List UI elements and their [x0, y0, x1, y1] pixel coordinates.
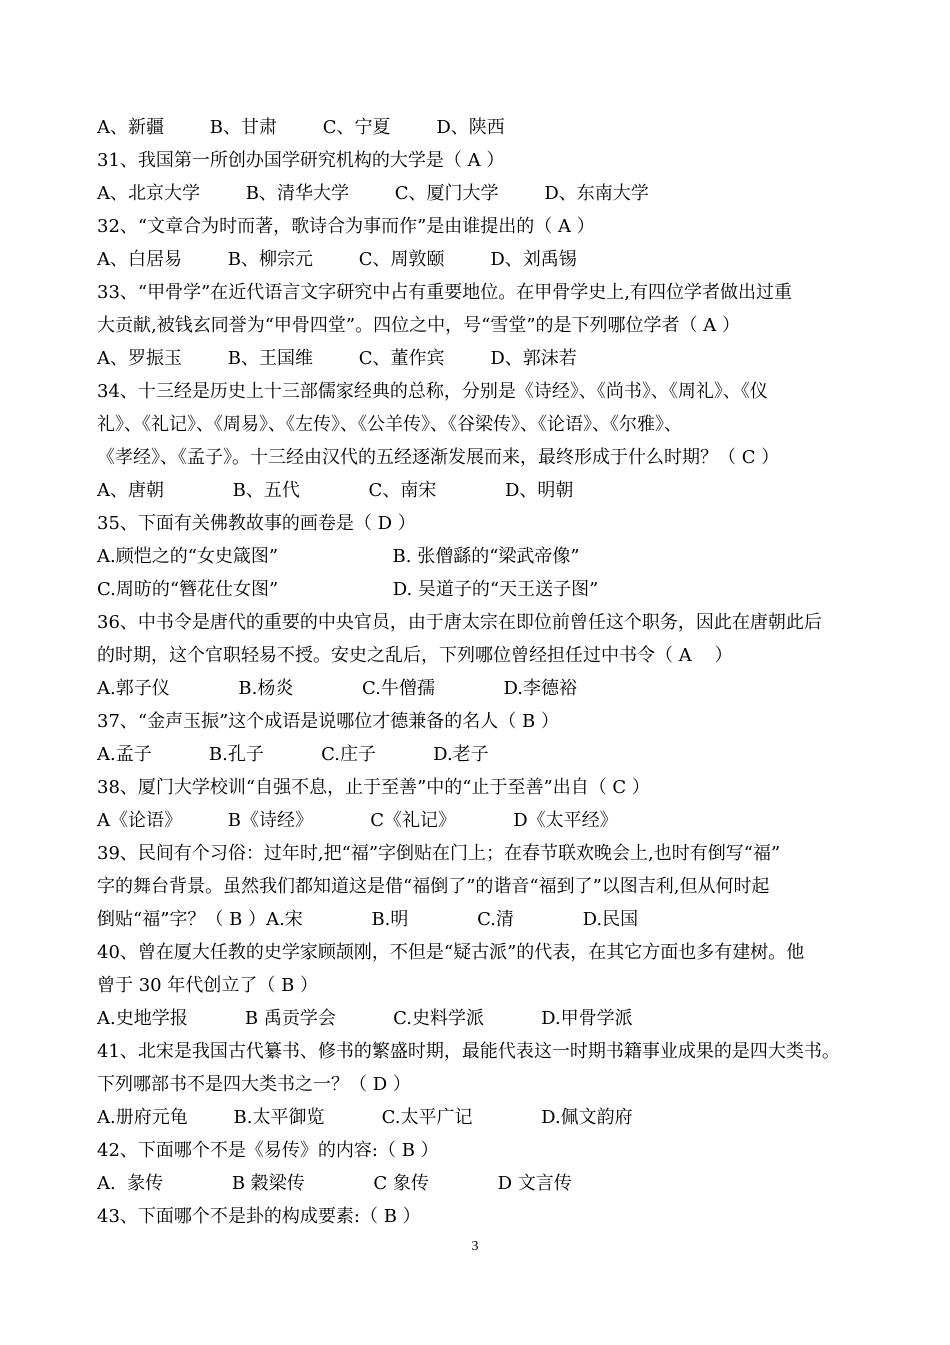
- question-33: 33、“甲骨学”在近代语言文字研究中占有重要地位。在甲骨学史上,有四位学者做出过重: [97, 282, 793, 303]
- text-line: A.册府元龟 B.太平御览 C.太平广记 D.佩文韵府: [97, 1107, 633, 1128]
- text-line: A、罗振玉 B、王国维 C、董作宾 D、郭沫若: [97, 348, 577, 369]
- text-line: 大贡献,被钱玄同誉为“甲骨四堂”。四位之中，号“雪堂”的是下列哪位学者（ A ）: [97, 315, 740, 336]
- question-40: 40、曾在厦大任教的史学家顾颉刚，不但是“疑古派”的代表，在其它方面也多有建树。他: [97, 942, 805, 963]
- text-line: 《孝经》、《孟子》。十三经由汉代的五经逐渐发展而来，最终形成于什么时期？（ C ）: [97, 447, 780, 468]
- text-line: A《论语》 B《诗经》 C《礼记》 D《太平经》: [97, 810, 618, 831]
- question-36: 36、中书令是唐代的重要的中央官员，由于唐太宗在即位前曾任这个职务，因此在唐朝此后: [97, 612, 822, 633]
- text-line: A. 彖传 B 穀梁传 C 象传 D 文言传: [97, 1173, 572, 1194]
- question-34: 34、十三经是历史上十三部儒家经典的总称，分别是《诗经》、《尚书》、《周礼》、《仪: [97, 381, 768, 402]
- question-31: 31、我国第一所创办国学研究机构的大学是（ A ）: [97, 150, 505, 171]
- question-41: 41、北宋是我国古代纂书、修书的繁盛时期，最能代表这一时期书籍事业成果的是四大类书。: [97, 1041, 840, 1062]
- question-32: 32、“文章合为时而著，歌诗合为事而作”是由谁提出的（ A ）: [97, 216, 595, 237]
- text-line: 曾于 30 年代创立了（ B ）: [97, 975, 319, 996]
- text-line: A.史地学报 B 禹贡学会 C.史料学派 D.甲骨学派: [97, 1008, 633, 1029]
- text-line: A.郭子仪 B.杨炎 C.牛僧孺 D.李德裕: [97, 678, 578, 699]
- question-35: 35、下面有关佛教故事的画卷是（ D ）: [97, 513, 416, 534]
- question-43: 43、下面哪个不是卦的构成要素:（ B ）: [97, 1206, 421, 1227]
- question-39: 39、民间有个习俗：过年时,把“福”字倒贴在门上；在春节联欢晚会上,也时有倒写“福”: [97, 843, 781, 864]
- text-line: A、白居易 B、柳宗元 C、周敦颐 D、刘禹锡: [97, 249, 577, 270]
- text-line: A、北京大学 B、清华大学 C、厦门大学 D、东南大学: [97, 183, 649, 204]
- text-line: 的时期，这个官职轻易不授。安史之乱后，下列哪位曾经担任过中书令（ A ）: [97, 645, 733, 666]
- text-line: C.周昉的“簪花仕女图” D. 吴道子的“天王送子图”: [97, 579, 599, 600]
- text-line: A.孟子 B.孔子 C.庄子 D.老子: [97, 744, 489, 765]
- page-number: 3: [471, 1239, 479, 1254]
- text-line: 倒贴“福”字？（ B ）A.宋 B.明 C.清 D.民国: [97, 909, 639, 930]
- text-line: 下列哪部书不是四大类书之一？（ D ）: [97, 1074, 411, 1095]
- text-line: A、唐朝 B、五代 C、南宋 D、明朝: [97, 480, 574, 501]
- question-42: 42、下面哪个不是《易传》的内容:（ B ）: [97, 1140, 439, 1161]
- question-38: 38、厦门大学校训“自强不息，止于至善”中的“止于至善”出自（ C ）: [97, 777, 650, 798]
- question-37: 37、“金声玉振”这个成语是说哪位才德兼备的名人（ B ）: [97, 711, 559, 732]
- text-line: 字的舞台背景。虽然我们都知道这是借“福倒了”的谐音“福到了”以图吉利,但从何时起: [97, 876, 770, 897]
- text-line: A.顾恺之的“女史箴图” B. 张僧繇的“梁武帝像”: [97, 546, 580, 567]
- text-line: 礼》、《礼记》、《周易》、《左传》、《公羊传》、《谷梁传》、《论语》、《尔雅》、: [97, 414, 682, 435]
- text-line: A、新疆 B、甘肃 C、宁夏 D、陕西: [97, 117, 505, 138]
